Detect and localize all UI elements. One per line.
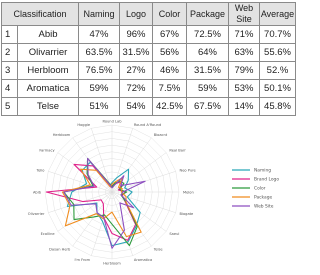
color-cell: 67% <box>153 26 187 44</box>
category-label: Biogate <box>179 212 194 217</box>
naming-cell: 63.5% <box>79 44 120 62</box>
row-number: 3 <box>2 62 18 80</box>
category-label: Herbloom <box>52 132 71 137</box>
logo-cell: 96% <box>120 26 153 44</box>
legend-label: Web Site <box>254 204 274 210</box>
web-site-cell: 53% <box>229 80 260 98</box>
category-label: Ecolline <box>40 232 55 236</box>
naming-cell: 59% <box>79 80 120 98</box>
table-row <box>2 62 296 80</box>
category-label: Olivarrier <box>27 212 45 217</box>
category-label: Telio <box>36 168 45 173</box>
category-label: Real Barr <box>169 148 186 153</box>
brand-cell: Herbloom <box>18 62 79 80</box>
header-naming: Naming <box>79 3 120 26</box>
logo-cell: 54% <box>120 98 153 116</box>
header-web-site: Web Site <box>229 3 260 26</box>
naming-cell: 47% <box>79 26 120 44</box>
legend-label: Naming <box>254 168 272 174</box>
color-cell: 7.5% <box>153 80 187 98</box>
category-label: Dasan Herb <box>49 247 71 252</box>
web-site-cell: 79% <box>229 62 260 80</box>
row-number: 1 <box>2 26 18 44</box>
average-cell: 55.6% <box>260 44 296 62</box>
package-cell: 72.5% <box>187 26 229 44</box>
table-row <box>2 26 296 44</box>
brand-cell: Telse <box>18 98 79 116</box>
category-label: Farmacy <box>39 148 55 153</box>
category-label: Aromatica <box>133 257 153 262</box>
legend-label: Brand Logo <box>254 177 280 183</box>
package-cell: 59% <box>187 80 229 98</box>
category-label: I'm From <box>74 257 91 262</box>
table-body <box>2 26 296 116</box>
results-table <box>1 2 296 116</box>
category-label: Saeul <box>169 232 180 236</box>
average-cell: 70.7% <box>260 26 296 44</box>
category-label: Bioacnt <box>153 132 168 137</box>
package-cell: 67.5% <box>187 98 229 116</box>
header-classification: Classification <box>2 3 79 26</box>
header-color: Color <box>153 3 187 26</box>
average-cell: 52.% <box>260 62 296 80</box>
radar-chart <box>0 112 297 275</box>
row-number: 4 <box>2 80 18 98</box>
brand-cell: Abib <box>18 26 79 44</box>
row-number: 5 <box>2 98 18 116</box>
package-cell: 31.5% <box>187 62 229 80</box>
category-label: Round Lab <box>102 119 122 124</box>
web-site-cell: 71% <box>229 26 260 44</box>
web-site-cell: 63% <box>229 44 260 62</box>
table-header <box>2 3 296 26</box>
logo-cell: 27% <box>120 62 153 80</box>
naming-cell: 51% <box>79 98 120 116</box>
header-logo: Logo <box>120 3 153 26</box>
average-cell: 45.8% <box>260 98 296 116</box>
category-label: Melon <box>183 190 194 195</box>
category-label: Herbloom <box>103 261 121 266</box>
chart-legend <box>232 168 279 210</box>
brand-cell: Olivarrier <box>18 44 79 62</box>
header-average: Average <box>260 3 296 26</box>
brand-cell: Aromatica <box>18 80 79 98</box>
naming-cell: 76.5% <box>79 62 120 80</box>
package-cell: 64% <box>187 44 229 62</box>
table-row <box>2 80 296 98</box>
category-label: Hoggie <box>77 122 91 127</box>
color-cell: 42.5% <box>153 98 187 116</box>
average-cell: 50.1% <box>260 80 296 98</box>
color-cell: 56% <box>153 44 187 62</box>
category-label: Telse <box>153 247 163 252</box>
color-cell: 46% <box>153 62 187 80</box>
logo-cell: 72% <box>120 80 153 98</box>
logo-cell: 31.5% <box>120 44 153 62</box>
category-label: Round A'Round <box>133 122 162 127</box>
category-label: Neo Pure <box>179 168 196 173</box>
web-site-cell: 14% <box>229 98 260 116</box>
legend-label: Package <box>254 195 273 201</box>
legend-label: Color <box>254 186 266 192</box>
row-number: 2 <box>2 44 18 62</box>
category-label: Abib <box>32 190 41 195</box>
header-package: Package <box>187 3 229 26</box>
table-row <box>2 44 296 62</box>
